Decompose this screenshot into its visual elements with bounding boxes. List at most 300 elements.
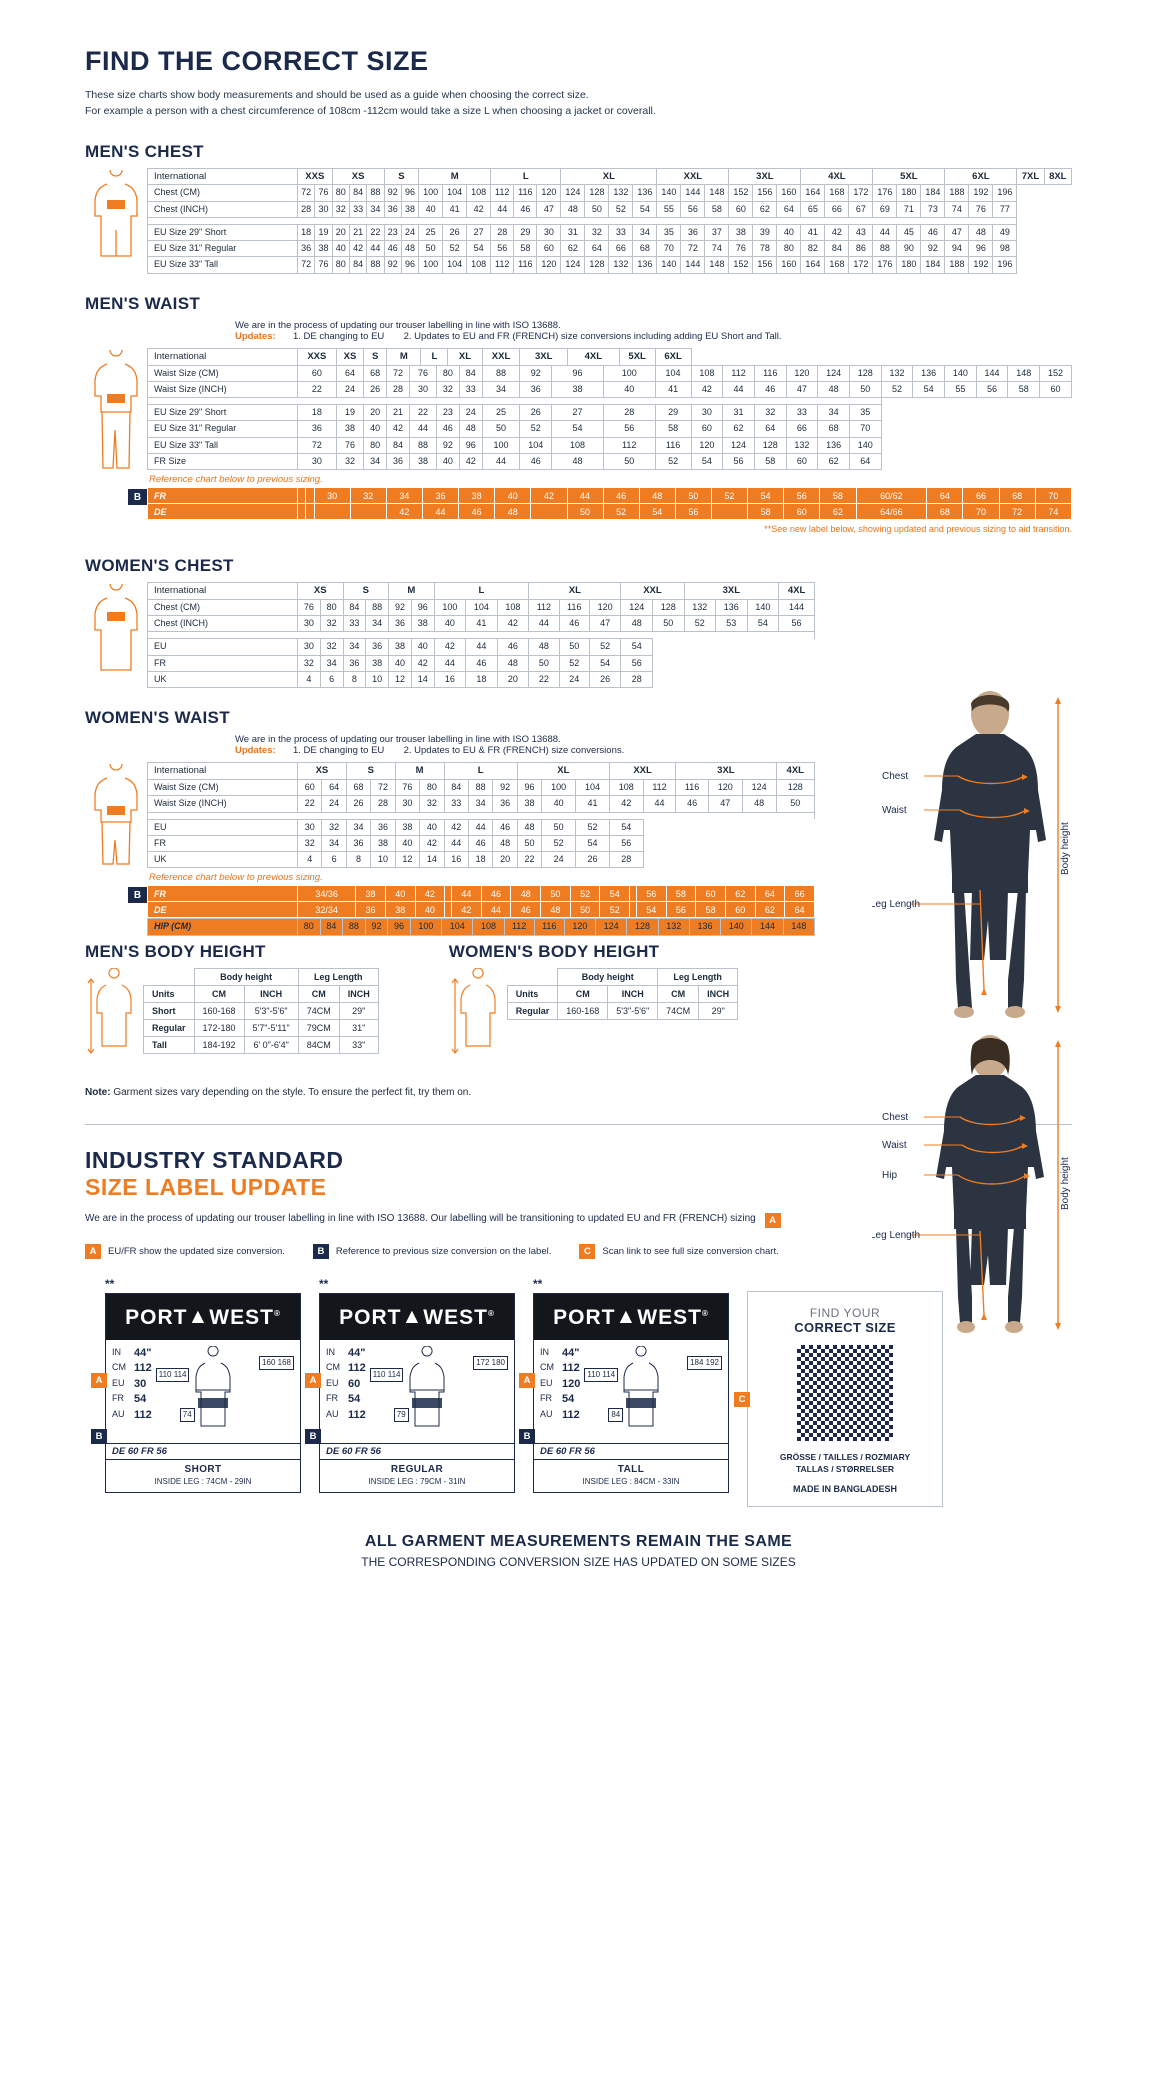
cell: 140 xyxy=(721,919,752,935)
cell: 27 xyxy=(552,405,604,421)
cell: 54 xyxy=(552,421,604,437)
cell: 40 xyxy=(415,902,445,918)
cell: 66 xyxy=(825,201,849,217)
label-spec-key: CM xyxy=(112,1362,126,1373)
cell: 66 xyxy=(786,421,818,437)
table-row xyxy=(148,852,815,868)
cell: Leg Length xyxy=(658,968,738,985)
legend-text-b: Reference to previous size conversion on the label. xyxy=(335,1245,552,1257)
cell: 50 xyxy=(567,504,603,520)
cell: 50 xyxy=(542,819,576,835)
badge-a-card: A xyxy=(519,1373,535,1388)
cell: XL xyxy=(561,168,657,185)
cell: Leg Length xyxy=(298,968,378,985)
cell: 62 xyxy=(561,241,585,257)
cell: 38 xyxy=(315,241,332,257)
cell: 94 xyxy=(945,241,969,257)
label-spec-key: AU xyxy=(540,1408,553,1419)
cell: 96 xyxy=(552,365,604,381)
cell: 77 xyxy=(993,201,1017,217)
female-body-icon xyxy=(85,764,147,874)
cell: 108 xyxy=(467,185,491,201)
cell: 46 xyxy=(466,655,498,671)
table-row xyxy=(148,201,1072,217)
mens-body-height-table xyxy=(143,968,379,1054)
cell: 36 xyxy=(493,796,517,812)
row-label: EU Size 29" Short xyxy=(148,224,298,240)
cell: 41 xyxy=(576,796,610,812)
cell: 48 xyxy=(497,655,529,671)
cell: L xyxy=(491,168,561,185)
cell: 20 xyxy=(493,852,517,868)
table-row xyxy=(144,968,379,985)
cell: 52 xyxy=(684,616,716,632)
cell: 80 xyxy=(436,365,459,381)
badge-a-card: A xyxy=(305,1373,321,1388)
row-label: HIP (CM) xyxy=(148,919,298,935)
brand-name: PORT▲WEST® xyxy=(553,1304,709,1329)
cell: 116 xyxy=(514,185,537,201)
cell: 68 xyxy=(818,421,850,437)
cell: 3XL xyxy=(676,763,776,780)
cell: 56 xyxy=(681,201,705,217)
cell: 120 xyxy=(537,257,561,273)
womens-waist-figure xyxy=(85,762,147,879)
mannequin-label-waist: Waist xyxy=(882,1140,907,1151)
brand-bar xyxy=(320,1294,514,1340)
label-side-left: 110 114 xyxy=(584,1368,618,1382)
cell: 8 xyxy=(343,671,366,687)
cell: 56 xyxy=(666,902,696,918)
cell: 52 xyxy=(443,241,467,257)
legend-item-c xyxy=(579,1244,778,1259)
cell: 60 xyxy=(786,453,818,469)
label-spec-value: 44" xyxy=(134,1346,152,1359)
row-label: Short xyxy=(144,1002,195,1019)
cell: 38 xyxy=(336,421,364,437)
intro-text xyxy=(85,87,1072,120)
cell: 30 xyxy=(537,224,561,240)
cell: 188 xyxy=(945,257,969,273)
cell: 160-168 xyxy=(194,1002,244,1019)
cell: 48 xyxy=(459,421,482,437)
cell: 58 xyxy=(705,201,729,217)
cell: 54 xyxy=(576,835,610,851)
cell: 28 xyxy=(387,381,410,397)
note-text: Garment sizes vary depending on the style. To ensure the perfect fit, try them on. xyxy=(110,1086,472,1098)
row-label: EU Size 31" Regular xyxy=(148,241,298,257)
update-item-2: 2. Updates to EU & FR (FRENCH) size conversions. xyxy=(403,745,625,757)
cell: 48 xyxy=(529,639,559,655)
cell: 46 xyxy=(921,224,945,240)
row-label: Tall xyxy=(144,1036,195,1053)
cell: 54 xyxy=(748,488,784,504)
table-row xyxy=(144,985,379,1002)
cell: 172 xyxy=(849,257,873,273)
cell: Body height xyxy=(558,968,658,985)
cell: 6' 0"-6'4" xyxy=(244,1036,298,1053)
label-spec-key: CM xyxy=(326,1362,340,1373)
row-label: UK xyxy=(148,671,298,687)
table-row xyxy=(148,639,815,655)
cell: 116 xyxy=(655,437,691,453)
cell: 44 xyxy=(567,488,603,504)
cell: 38 xyxy=(411,616,434,632)
table-row xyxy=(148,405,1072,421)
cell: 32 xyxy=(298,835,322,851)
cell: 52 xyxy=(655,453,691,469)
cell: 36 xyxy=(423,488,459,504)
label-inside-leg: INSIDE LEG : 84CM - 33IN xyxy=(582,1476,680,1486)
table-row xyxy=(148,437,1072,453)
cell: 176 xyxy=(873,185,897,201)
cell: 128 xyxy=(849,365,881,381)
cell: 38 xyxy=(552,381,604,397)
cell: 46 xyxy=(459,504,495,520)
cell: 48 xyxy=(493,835,517,851)
cell: 28 xyxy=(371,796,395,812)
cell: 42 xyxy=(497,616,529,632)
legend-text-c: Scan link to see full size conversion chart. xyxy=(602,1245,779,1257)
cell: 12 xyxy=(395,852,419,868)
cell: M xyxy=(387,348,421,365)
cell: 48 xyxy=(552,453,604,469)
cell: CM xyxy=(558,985,608,1002)
cell: 40 xyxy=(385,886,415,902)
cell: 73 xyxy=(921,201,945,217)
cell: 26 xyxy=(443,224,467,240)
cell: 112 xyxy=(723,365,755,381)
size-label-card xyxy=(309,1276,515,1493)
cell: 52 xyxy=(570,886,600,902)
cell: 32 xyxy=(298,655,321,671)
cell: S xyxy=(364,348,387,365)
cell xyxy=(712,504,748,520)
cell: 52 xyxy=(881,381,913,397)
table-row xyxy=(148,168,1072,185)
table-row xyxy=(507,968,737,985)
label-spec-value: 54 xyxy=(348,1393,361,1406)
cell: 34 xyxy=(386,488,422,504)
cell: 132 xyxy=(684,599,716,615)
cell: 32 xyxy=(320,639,343,655)
label-figure xyxy=(586,1346,722,1439)
male-model-figure xyxy=(872,690,1072,1025)
cell: 72 xyxy=(298,437,337,453)
label-footer xyxy=(106,1459,300,1492)
label-spec-value: 54 xyxy=(562,1393,575,1406)
label-box xyxy=(319,1293,515,1493)
cell: 50 xyxy=(529,655,559,671)
cell: 14 xyxy=(420,852,444,868)
closing-statement xyxy=(85,1533,1072,1569)
label-spec-key: FR xyxy=(540,1393,552,1404)
cell: 128 xyxy=(754,437,786,453)
cell: 60 xyxy=(298,780,322,796)
cell: 32/34 xyxy=(298,902,356,918)
cell: 3XL xyxy=(520,348,568,365)
closing-line-2: THE CORRESPONDING CONVERSION SIZE HAS UPDATED ON SOME SIZES xyxy=(361,1555,796,1570)
cell: 41 xyxy=(801,224,825,240)
mens-chest-figure xyxy=(85,168,147,270)
cell: 86 xyxy=(849,241,873,257)
cell: 64 xyxy=(754,421,786,437)
cell: 112 xyxy=(504,919,534,935)
cell: 96 xyxy=(411,599,434,615)
cell: 46 xyxy=(511,902,541,918)
label-stars: ** xyxy=(319,1276,329,1291)
row-label: Chest (CM) xyxy=(148,185,298,201)
cell: 36 xyxy=(387,453,410,469)
row-label: Waist Size (INCH) xyxy=(148,796,298,812)
cell: 152 xyxy=(1040,365,1072,381)
cell: 36 xyxy=(346,835,370,851)
cell: 72 xyxy=(298,185,315,201)
cell: 28 xyxy=(621,671,653,687)
mannequin-label-chest: Chest xyxy=(882,1112,909,1123)
label-spec-key: EU xyxy=(112,1377,125,1388)
row-label: DE xyxy=(148,902,298,918)
cell: 120 xyxy=(708,780,742,796)
label-side-right: 160 168 xyxy=(259,1356,294,1370)
cell: 64 xyxy=(849,453,881,469)
cell: 108 xyxy=(691,365,723,381)
cell: 88 xyxy=(410,437,437,453)
table-row xyxy=(148,819,815,835)
cell: 128 xyxy=(585,257,609,273)
cell: 52 xyxy=(589,639,621,655)
badge-b-card: B xyxy=(91,1429,107,1444)
cell: XXL xyxy=(482,348,520,365)
cell: 64 xyxy=(785,902,815,918)
cell: 38 xyxy=(401,201,418,217)
qr-card[interactable] xyxy=(738,1291,943,1508)
label-side-left: 110 114 xyxy=(156,1368,190,1382)
size-label-card xyxy=(523,1276,729,1493)
cell: 60 xyxy=(691,421,723,437)
cell: 55 xyxy=(945,381,977,397)
cell: 42 xyxy=(349,241,366,257)
label-spec-value: 112 xyxy=(134,1408,152,1421)
cell: 32 xyxy=(322,819,346,835)
cell: 33 xyxy=(786,405,818,421)
cell: 8XL xyxy=(1044,168,1071,185)
cell: 62 xyxy=(755,902,785,918)
cell: 78 xyxy=(753,241,777,257)
update-item-1: 1. DE changing to EU xyxy=(292,745,385,757)
cell: 58 xyxy=(514,241,537,257)
cell: 92 xyxy=(384,257,401,273)
cell: 72 xyxy=(681,241,705,257)
label-side-left: 110 114 xyxy=(370,1368,404,1382)
label-side-leg: 74 xyxy=(180,1408,195,1422)
cell: 68 xyxy=(346,780,370,796)
cell: 34 xyxy=(482,381,520,397)
cell: 104 xyxy=(443,185,467,201)
cell: 96 xyxy=(969,241,993,257)
womens-chest-figure xyxy=(85,582,147,684)
cell: 36 xyxy=(343,655,366,671)
mens-waist-figure xyxy=(85,348,147,485)
cell: 50 xyxy=(541,886,571,902)
badge-a: A xyxy=(85,1244,101,1259)
cell: 116 xyxy=(676,780,709,796)
label-side-leg: 84 xyxy=(608,1408,623,1422)
cell: 184 xyxy=(921,185,945,201)
cell: 54 xyxy=(621,639,653,655)
cell: 14 xyxy=(411,671,434,687)
cell: 88 xyxy=(343,919,366,935)
cell: 47 xyxy=(537,201,561,217)
cell: 10 xyxy=(366,671,389,687)
cell: 144 xyxy=(681,185,705,201)
cell: 42 xyxy=(609,796,643,812)
cell: M xyxy=(389,583,435,600)
update-item-1: 1. DE changing to EU xyxy=(292,330,385,342)
cell: 76 xyxy=(315,257,332,273)
cell: 144 xyxy=(976,365,1008,381)
cell: 49 xyxy=(993,224,1017,240)
label-spec-row xyxy=(540,1408,580,1424)
cell: 46 xyxy=(468,835,492,851)
cell: 58 xyxy=(754,453,786,469)
cell xyxy=(306,504,314,520)
update-line: We are in the process of updating our trouser labelling in line with ISO 13688. xyxy=(235,319,561,331)
cell: 60 xyxy=(725,902,755,918)
cell: 54 xyxy=(691,453,723,469)
cell: 21 xyxy=(387,405,410,421)
cell: 32 xyxy=(420,796,444,812)
cell: 20 xyxy=(364,405,387,421)
cell: 58 xyxy=(1008,381,1040,397)
cell: 124 xyxy=(723,437,755,453)
cell: 120 xyxy=(589,599,621,615)
cell: 76 xyxy=(410,365,437,381)
cell: 136 xyxy=(716,599,748,615)
cell: 28 xyxy=(603,405,655,421)
badge-a-inline: A xyxy=(765,1213,781,1228)
qr-languages: GRÖSSE / TAILLES / ROZMIARY TALLAS / STØRRELSER xyxy=(779,1451,911,1475)
badge-b: B xyxy=(313,1244,329,1259)
cell: 16 xyxy=(444,852,468,868)
female-height-icon xyxy=(449,968,507,1058)
cell: 42 xyxy=(467,201,491,217)
cell: 44 xyxy=(367,241,384,257)
cell: M xyxy=(419,168,491,185)
cell: 124 xyxy=(742,780,776,796)
row-label: FR xyxy=(148,655,298,671)
label-specs xyxy=(112,1346,152,1439)
row-label: Waist Size (INCH) xyxy=(148,381,298,397)
cell: 96 xyxy=(517,780,541,796)
cell: 6 xyxy=(320,671,343,687)
badge-b-card: B xyxy=(305,1429,321,1444)
cell: 144 xyxy=(779,599,815,615)
male-model-illustration xyxy=(872,690,1072,1020)
cell: 34 xyxy=(367,201,384,217)
cell: 48 xyxy=(621,616,653,632)
cell: 84 xyxy=(459,365,482,381)
cell: 34 xyxy=(343,639,366,655)
cell: 28 xyxy=(298,201,315,217)
cell: 10 xyxy=(371,852,395,868)
cell: XS xyxy=(298,583,344,600)
brand-bar xyxy=(106,1294,300,1340)
cell: 80 xyxy=(332,185,349,201)
cell xyxy=(630,886,637,902)
cell: 100 xyxy=(482,437,520,453)
qr-code-icon[interactable] xyxy=(797,1345,893,1441)
cell xyxy=(350,504,386,520)
update-item-2: 2. Updates to EU and FR (FRENCH) size conversions including adding EU Short and Tall. xyxy=(403,330,782,342)
womens-chest-title: WOMEN'S CHEST xyxy=(85,556,234,576)
cell: 50 xyxy=(517,835,541,851)
cell: 30 xyxy=(410,381,437,397)
label-spec-row xyxy=(540,1392,580,1408)
cell: 62 xyxy=(723,421,755,437)
cell: 50 xyxy=(776,796,814,812)
cell: 43 xyxy=(849,224,873,240)
cell: 40 xyxy=(436,453,459,469)
table-spacer-row xyxy=(148,632,815,639)
cell: 28 xyxy=(491,224,514,240)
update-label: Updates: xyxy=(235,330,276,342)
womens-hip-table xyxy=(147,918,815,935)
cell: 52 xyxy=(542,835,576,851)
cell: 19 xyxy=(315,224,332,240)
cell: 82 xyxy=(801,241,825,257)
label-box xyxy=(105,1293,301,1493)
cell: 30 xyxy=(314,488,350,504)
cell: 74CM xyxy=(658,1002,699,1019)
womens-chest-body xyxy=(148,599,815,687)
label-body xyxy=(320,1340,514,1443)
label-spec-value: 112 xyxy=(348,1408,366,1421)
cell: 66 xyxy=(609,241,633,257)
page-title: FIND THE CORRECT SIZE xyxy=(85,46,429,76)
cell: International xyxy=(148,583,298,600)
cell: 25 xyxy=(482,405,520,421)
womens-height-figure xyxy=(449,968,507,1063)
row-label: EU Size 33" Tall xyxy=(148,437,298,453)
cell: 72 xyxy=(387,365,410,381)
cell: 76 xyxy=(969,201,993,217)
cell: 60 xyxy=(1040,381,1072,397)
cell: 40 xyxy=(364,421,387,437)
cell: Body height xyxy=(194,968,298,985)
cell: 22 xyxy=(367,224,384,240)
label-spec-value: 112 xyxy=(562,1362,580,1375)
cell: 80 xyxy=(332,257,349,273)
table-spacer-row xyxy=(148,398,1072,405)
label-spec-row xyxy=(540,1346,580,1362)
cell xyxy=(298,504,306,520)
label-spec-row xyxy=(112,1377,152,1393)
cell: XL xyxy=(517,763,609,780)
cell: 44 xyxy=(468,819,492,835)
cell: 56 xyxy=(636,886,666,902)
label-spec-key: AU xyxy=(112,1408,125,1419)
label-spec-row xyxy=(112,1408,152,1424)
cell: 54 xyxy=(600,886,630,902)
mannequin-label-leg: Leg Length xyxy=(872,1230,921,1241)
cell: 22 xyxy=(410,405,437,421)
cell: 36 xyxy=(681,224,705,240)
cell: 48 xyxy=(495,504,531,520)
cell: 44 xyxy=(482,453,520,469)
cell: 64 xyxy=(322,780,346,796)
cell: L xyxy=(434,583,529,600)
